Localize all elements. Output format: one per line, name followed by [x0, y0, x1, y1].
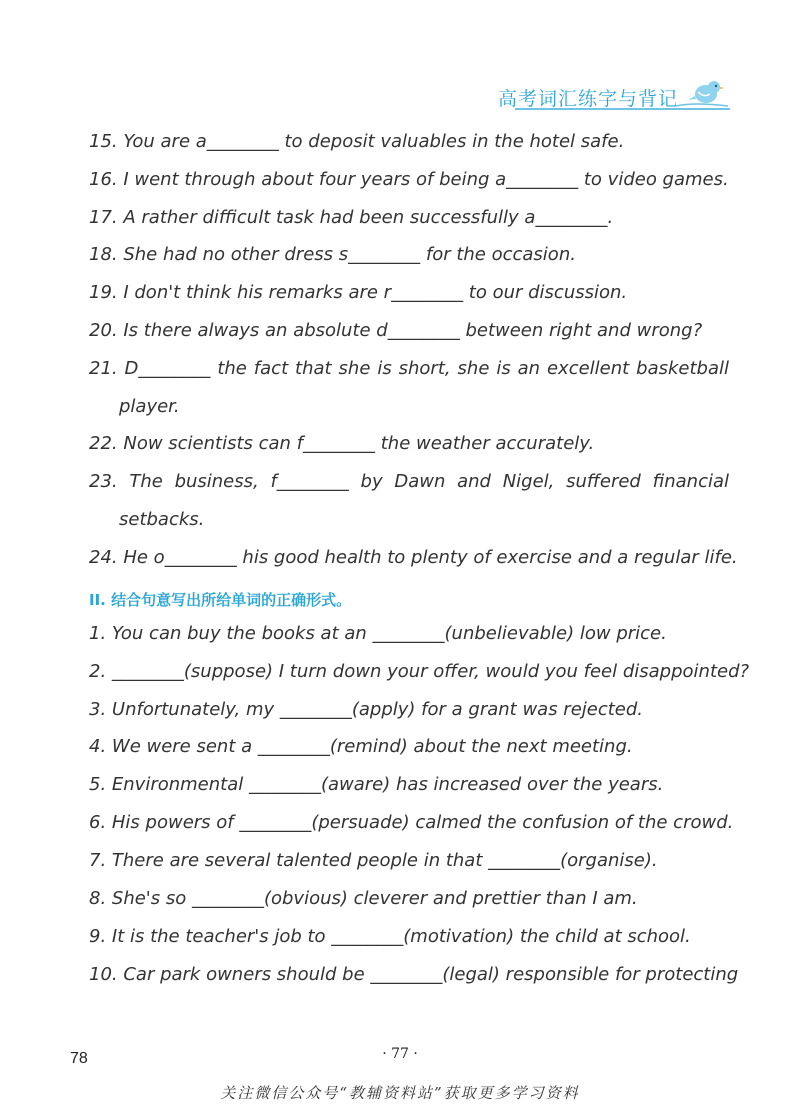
word-form-2: 2. ________(suppose) I turn down your offer, would you feel disappointed?: [89, 661, 750, 682]
header-title: 高考词汇练字与背记: [497, 88, 678, 110]
word-form-8: 8. She's so ________(obvious) cleverer and prettier than I am.: [89, 888, 638, 909]
word-form-10: 10. Car park owners should be ________(legal) responsible for protecting: [89, 964, 739, 985]
exercise-17: 17. A rather difficult task had been successfully a________.: [89, 207, 614, 228]
word-form-3: 3. Unfortunately, my ________(apply) for a grant was rejected.: [89, 699, 644, 720]
bird-icon: [674, 76, 730, 110]
exercise-23-continued: setbacks.: [119, 509, 205, 530]
exercise-15: 15. You are a________ to deposit valuables in the hotel safe.: [89, 131, 625, 152]
word-form-9: 9. It is the teacher's job to ________(motivation) the child at school.: [89, 926, 691, 947]
word-form-7: 7. There are several talented people in that ________(organise).: [89, 850, 658, 871]
page-number-left: 78: [70, 1050, 88, 1067]
exercise-24: 24. He o________ his good health to plenty of exercise and a regular life.: [89, 547, 738, 568]
exercise-18: 18. She had no other dress s________ for the occasion.: [89, 244, 576, 265]
exercise-19: 19. I don't think his remarks are r________ to our discussion.: [89, 282, 628, 303]
exercise-16: 16. I went through about four years of being a________ to video games.: [89, 169, 729, 190]
section-heading: II. 结合句意写出所给单词的正确形式。: [89, 591, 352, 609]
word-form-4: 4. We were sent a ________(remind) about the next meeting.: [89, 736, 633, 757]
exercise-23: 23. The business, f________ by Dawn and Nigel, suffered financial: [89, 471, 729, 492]
page-number: · 77 ·: [382, 1046, 418, 1062]
exercise-22: 22. Now scientists can f________ the weather accurately.: [89, 433, 595, 454]
word-form-1: 1. You can buy the books at an ________(unbelievable) low price.: [89, 623, 667, 644]
word-form-6: 6. His powers of ________(persuade) calmed the confusion of the crowd.: [89, 812, 734, 833]
word-form-5: 5. Environmental ________(aware) has increased over the years.: [89, 774, 664, 795]
exercise-21: 21. D________ the fact that she is short, she is an excellent basketball: [89, 358, 729, 379]
exercise-20: 20. Is there always an absolute d________ between right and wrong?: [89, 320, 703, 341]
page-header: [0, 74, 800, 114]
exercise-21-continued: player.: [119, 396, 180, 417]
footer-note: 关注微信公众号“教辅资料站”获取更多学习资料: [220, 1084, 580, 1102]
